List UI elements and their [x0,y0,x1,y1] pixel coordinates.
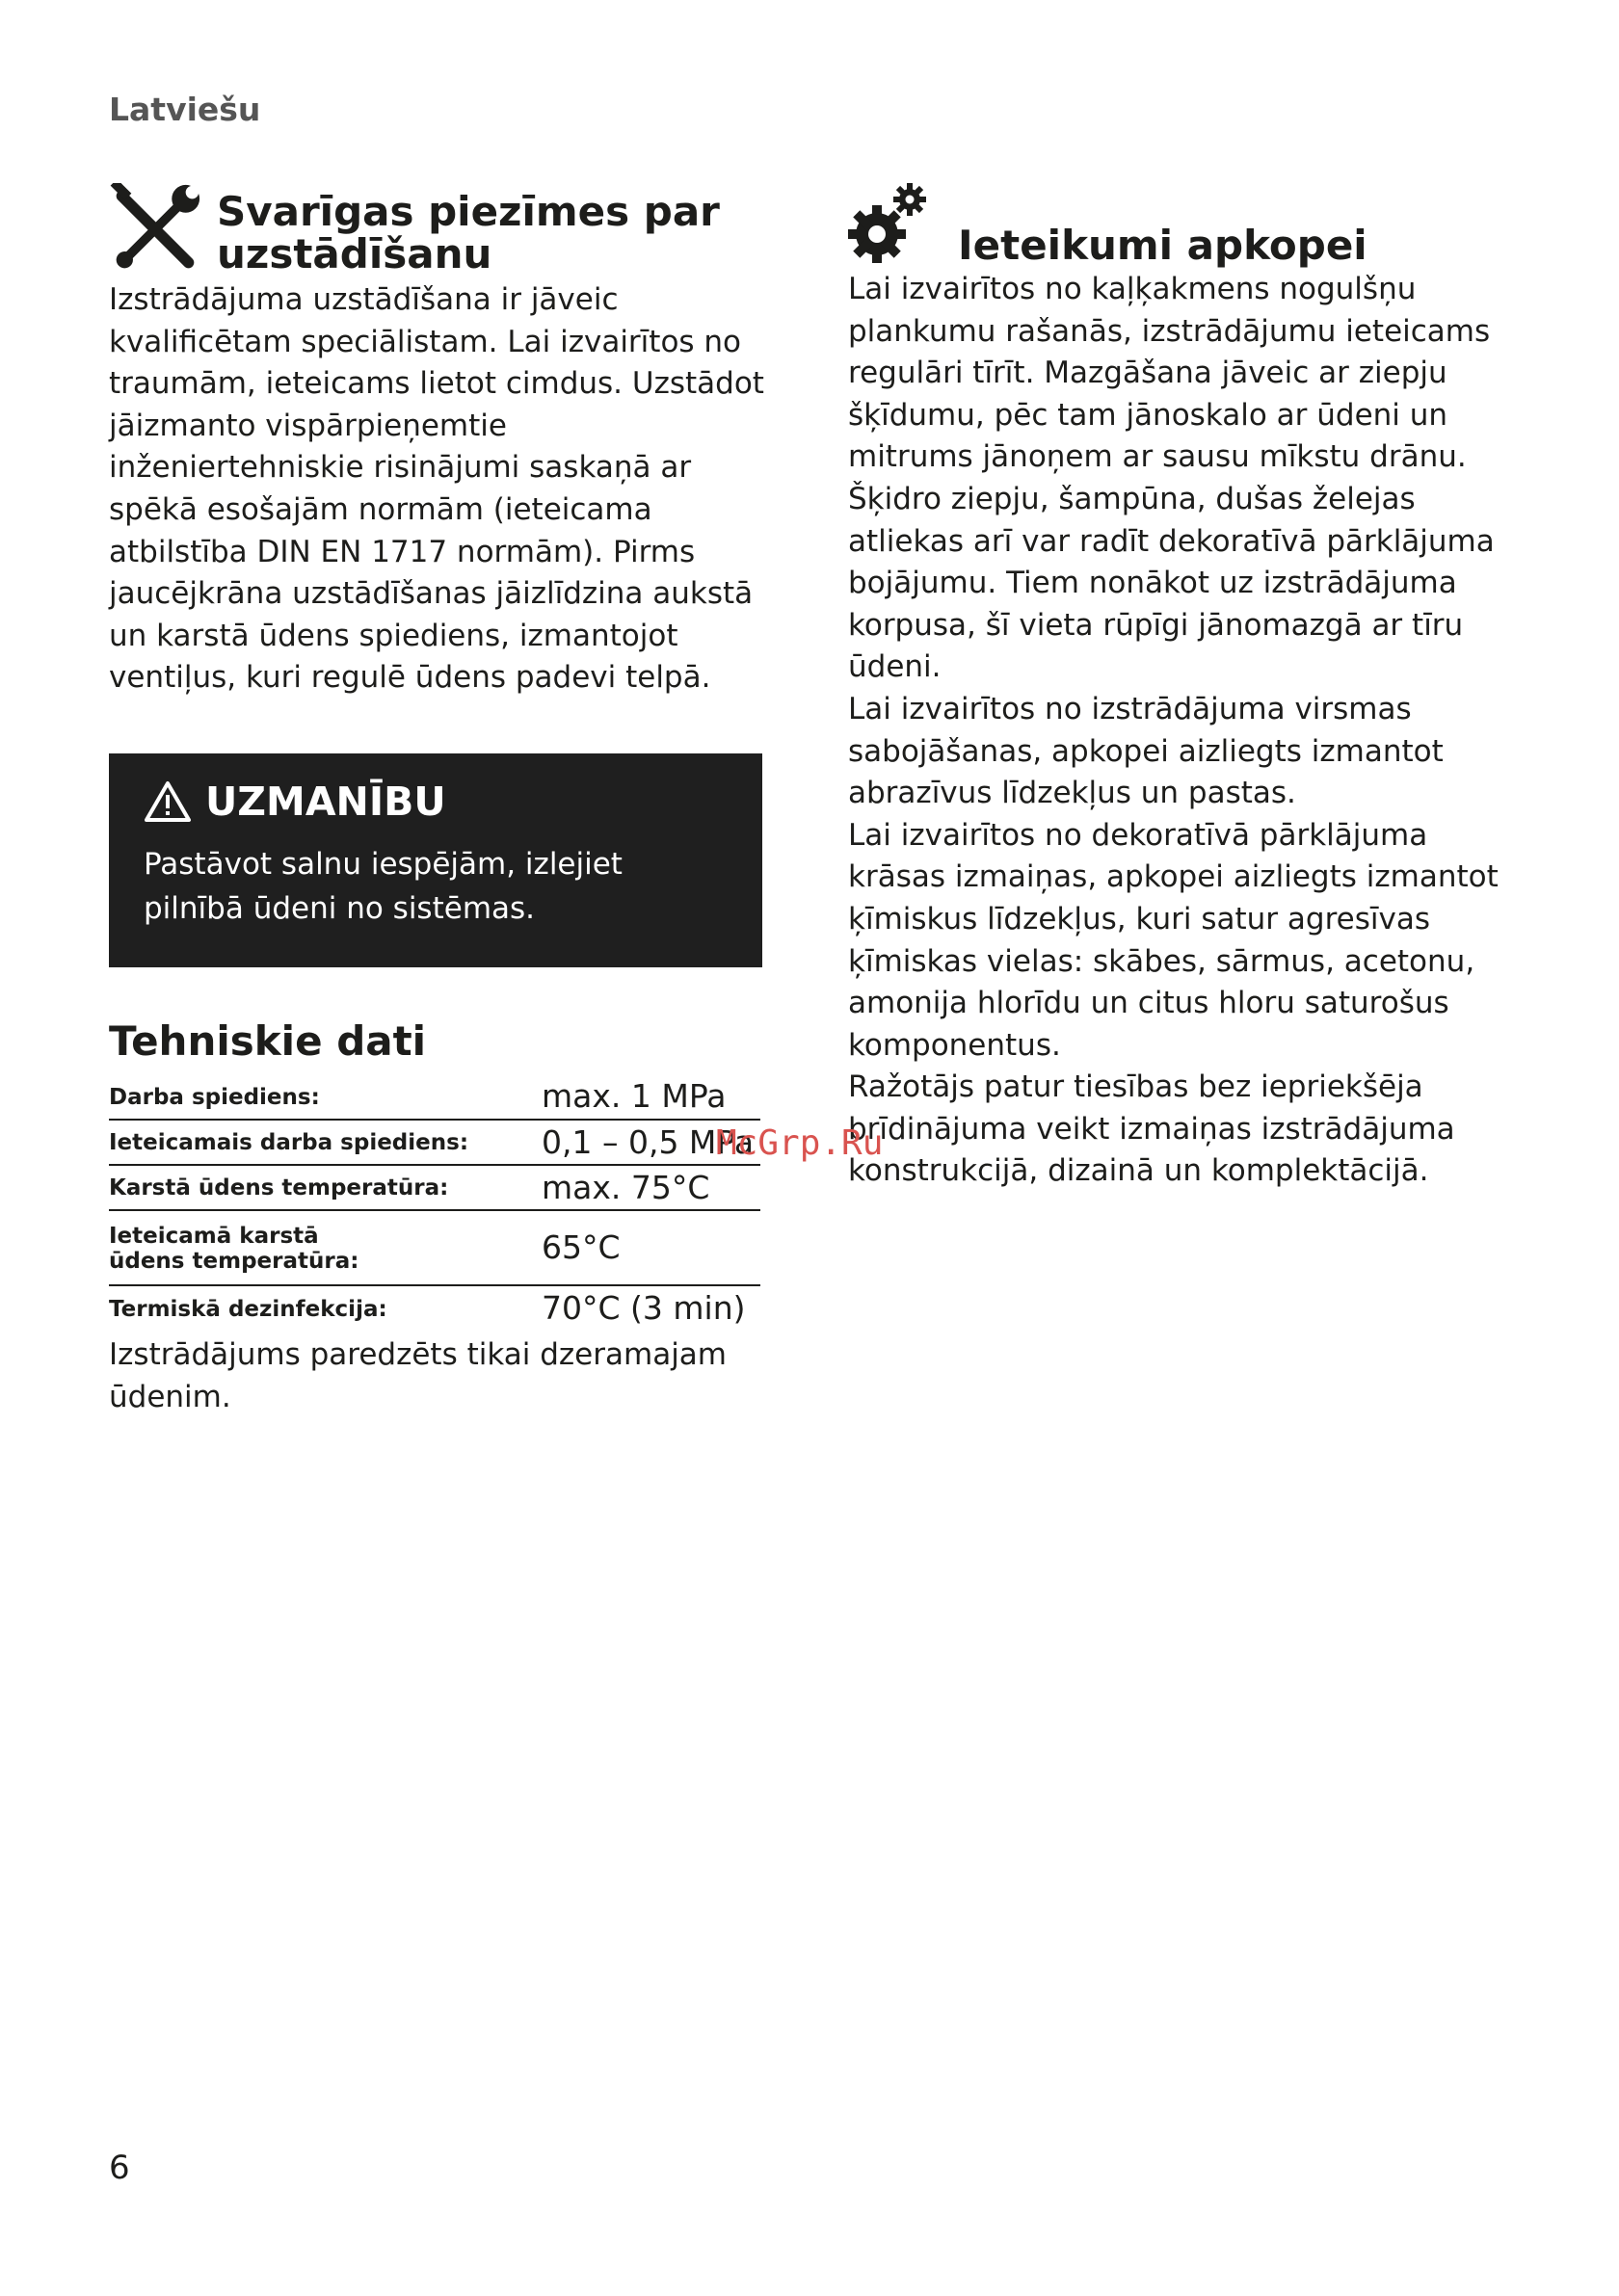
warning-icon [144,780,192,823]
maintenance-paragraph: Lai izvairītos no kaļķakmens nogulšņu plankumu rašanās, izstrādājumu ieteicams regulāri tīrīt. Mazgāšana jāveic ar ziepju šķīdumu, pēc tam jānoskalo ar ūdeni un mitrums jānoņem ar sausu mīkstu drānu. [848,272,1491,475]
table-row [109,1074,760,1120]
row-label: Darba spiediens: [109,1074,538,1120]
installation-heading [109,183,764,276]
language-label: Latviešu [109,91,261,128]
page-number: 6 [109,2149,130,2187]
maintenance-heading [848,178,1523,267]
table-row [109,1285,760,1331]
technical-table [109,1074,760,1331]
table-row [109,1210,760,1285]
row-value: 70°C (3 min) [542,1289,746,1328]
row-value: 0,1 – 0,5 MPa [538,1120,760,1165]
row-value: max. 1 MPa [538,1074,760,1120]
row-label: Karstā ūdens temperatūra: [109,1165,538,1210]
warning-box [109,753,762,967]
warning-title: UZMANĪBU [205,778,446,825]
row-label: Termiskā dezinfekcija: [109,1296,387,1322]
technical-title: Tehniskie dati [109,1016,427,1065]
row-value: max. 75°C [538,1165,760,1210]
maintenance-paragraph: Lai izvairītos no dekoratīvā pārklājuma krāsas izmaiņas, apkopei aizliegts izmantot ķīmiskus līdzekļus, kuri satur agresīvas ķīmiskas vielas: skābes, sārmus, acetonu, amonija hlorīdu un citus hloru saturošus komponentus. [848,817,1499,1063]
row-label: Ieteicamais darba spiediens: [109,1120,538,1165]
maintenance-title: Ieteikumi apkopei [958,222,1367,269]
table-row [109,1165,760,1210]
warning-text: Pastāvot salnu iespējām, izlejiet pilnībā ūdeni no sistēmas. [144,846,623,926]
manufacturer-disclaimer: Ražotājs patur tiesības bez iepriekšēja brīdinājuma veikt izmaiņas izstrādājuma konstrukcijā, dizainā un komplektācijā. [848,1069,1455,1189]
right-column [848,178,1523,1193]
gears-icon [848,178,929,267]
row-label: Ieteicamā karstā ūdens temperatūra: [109,1210,538,1285]
drinking-water-note: Izstrādājums paredzēts tikai dzeramajam ūdenim. [109,1336,727,1414]
maintenance-paragraph: Lai izvairītos no izstrādājuma virsmas sabojāšanas, apkopei aizliegts izmantot abrazīvus līdzekļus un pastas. [848,691,1444,811]
watermark: McGrp.Ru [716,1123,884,1163]
tools-icon [109,183,201,276]
installation-title: Svarīgas piezīmes par uzstādīšanu [217,188,720,277]
row-value: 65°C [538,1210,760,1285]
left-column [109,183,764,1418]
maintenance-paragraph: Šķidro ziepju, šampūna, dušas želejas atliekas arī var radīt dekoratīvā pārklājuma bojājumu. Tiem nonākot uz izstrādājuma korpusa, šī vieta rūpīgi jānomazgā ar tīru ūdeni. [848,481,1495,685]
table-row [109,1120,760,1165]
installation-text: Izstrādājuma uzstādīšana ir jāveic kvalificētam speciālistam. Lai izvairītos no traumām, ieteicams lietot cimdus. Uzstādot jāizmanto vispārpieņemtie inženiertehniskie risinājumi saskaņā ar spēkā esošajām normām (ieteicama atbilstība DIN EN 1717 normām). Pirms jaucējkrāna uzstādīšanas jāizlīdzina aukstā un karstā ūdens spiediens, izmantojot ventiļus, kuri regulē ūdens padevi telpā. [109,282,764,696]
